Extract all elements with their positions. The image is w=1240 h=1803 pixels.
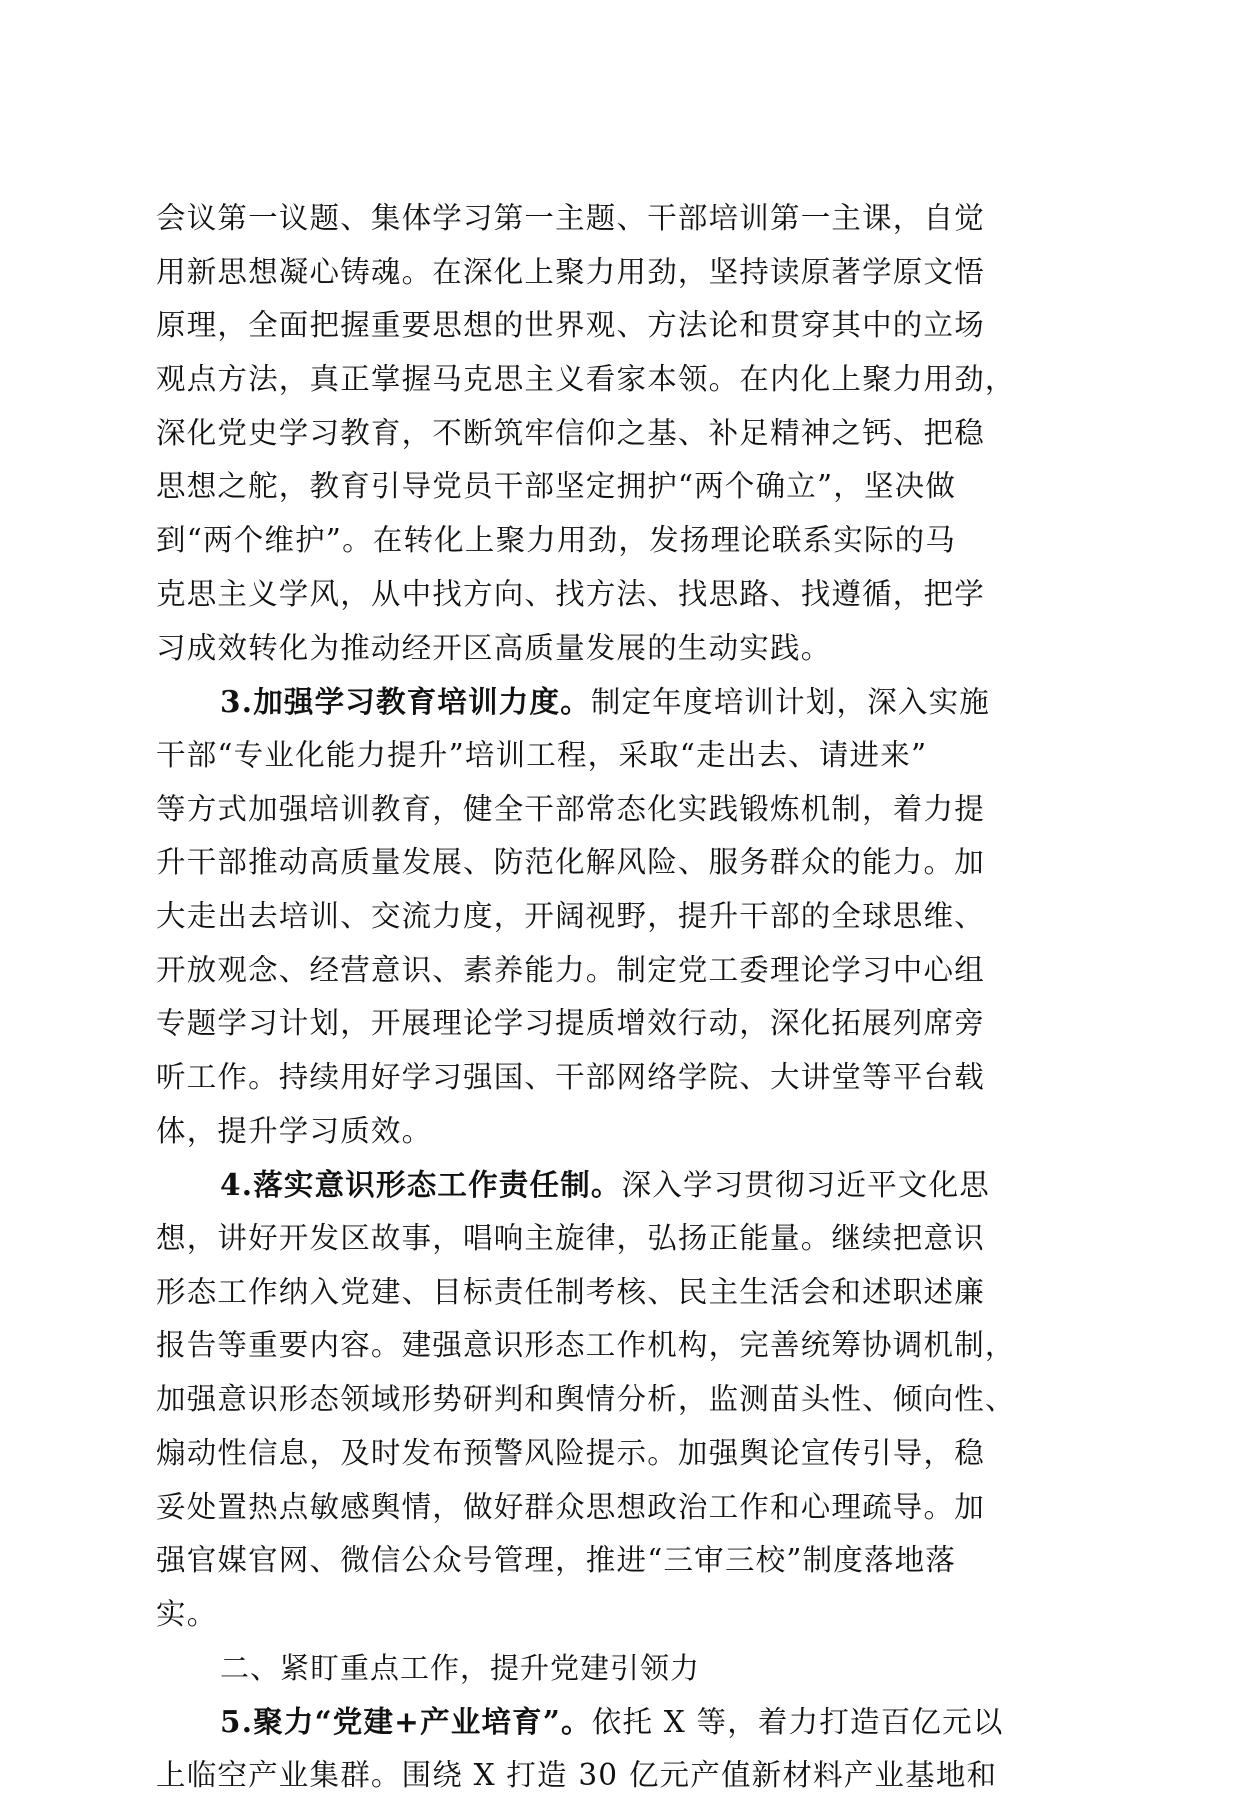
section-heading: 二、紧盯重点工作，提升党建引领力	[220, 1650, 701, 1685]
paragraph-continued	[156, 192, 1080, 675]
text-line: 妥处置热点敏感舆情，做好群众思想政治工作和心理疏导。加	[156, 1489, 985, 1524]
paragraph-item-3	[156, 675, 1080, 1158]
text-line: 上临空产业集群。围绕 X 打造 30 亿元产值新材料产业基地和	[156, 1757, 998, 1792]
text-line: 实。	[156, 1596, 218, 1631]
text-line: 报告等重要内容。建强意识形态工作机构，完善统筹协调机制，	[156, 1328, 1016, 1363]
text-line: 原理，全面把握重要思想的世界观、方法论和贯穿其中的立场	[156, 308, 985, 343]
item-3-heading: 3.加强学习教育培训力度。	[220, 684, 591, 720]
item-4-heading: 4.落实意识形态工作责任制。	[220, 1167, 622, 1203]
item-4-first-line: 深入学习贯彻习近平文化思	[621, 1168, 991, 1203]
text-line: 用新思想凝心铸魂。在深化上聚力用劲，坚持读原著学原文悟	[156, 254, 985, 289]
item-5-first-line: 依托 X 等，着力打造百亿元以	[591, 1705, 1004, 1740]
text-line: 开放观念、经营意识、素养能力。制定党工委理论学习中心组	[156, 952, 985, 987]
text-line: 等方式加强培训教育，健全干部常态化实践锻炼机制，着力提	[156, 791, 985, 826]
text-line: 加强意识形态领域形势研判和舆情分析，监测苗头性、倾向性、	[156, 1382, 1016, 1417]
text-line: 听工作。持续用好学习强国、干部网络学院、大讲堂等平台载	[156, 1060, 985, 1094]
item-3-first-line: 制定年度培训计划，深入实施	[590, 685, 991, 720]
paragraph-item-5	[156, 1695, 1080, 1802]
text-line: 想，讲好开发区故事，唱响主旋律，弘扬正能量。继续把意识	[156, 1221, 985, 1256]
paragraph-item-4	[156, 1158, 1080, 1641]
text-line: 干部“专业化能力提升”培训工程，采取“走出去、请进来”	[156, 737, 928, 772]
text-line: 强官媒官网、微信公众号管理，推进“三审三校”制度落地落	[156, 1543, 957, 1578]
text-line: 到“两个维护”。在转化上聚力用劲，发扬理论联系实际的马	[156, 523, 957, 558]
text-line: 体，提升学习质效。	[156, 1113, 433, 1148]
text-line: 专题学习计划，开展理论学习提质增效行动，深化拓展列席旁	[156, 1006, 985, 1041]
text-line: 习成效转化为推动经开区高质量发展的生动实践。	[156, 630, 832, 665]
text-line: 形态工作纳入党建、目标责任制考核、民主生活会和述职述廉	[156, 1274, 985, 1309]
text-line	[156, 675, 1080, 729]
item-5-heading: 5.聚力“党建+产业培育”。	[220, 1704, 592, 1740]
text-line: 克思主义学风，从中找方向、找方法、找思路、找遵循，把学	[156, 576, 985, 611]
document-body	[156, 192, 1080, 1803]
text-line: 观点方法，真正掌握马克思主义看家本领。在内化上聚力用劲，	[156, 362, 1016, 397]
text-line: 深化党史学习教育，不断筑牢信仰之基、补足精神之钙、把稳	[156, 415, 985, 450]
text-line	[156, 1695, 1080, 1749]
text-line: 会议第一议题、集体学习第一主题、干部培训第一主课，自觉	[156, 201, 985, 235]
text-line: 大走出去培训、交流力度，开阔视野，提升干部的全球思维、	[156, 898, 985, 933]
text-line: 升干部推动高质量发展、防范化解风险、服务群众的能力。加	[156, 845, 985, 880]
text-line	[156, 1158, 1080, 1212]
text-line: 煽动性信息，及时发布预警风险提示。加强舆论宣传引导，稳	[156, 1435, 985, 1470]
text-line: 思想之舵，教育引导党员干部坚定拥护“两个确立”，坚决做	[156, 469, 957, 504]
